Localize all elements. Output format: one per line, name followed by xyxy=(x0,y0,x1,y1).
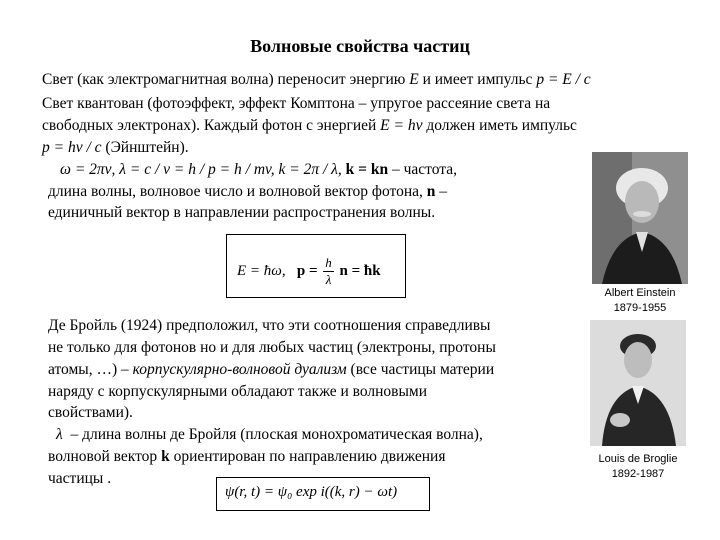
para2-line2: не только для фотонов но и для любых частиц (электроны, протоны xyxy=(48,339,496,356)
para2-line7: волновой вектор k ориентирован по направлению движения xyxy=(48,448,446,465)
page-title: Волновые свойства частиц xyxy=(250,36,470,56)
para2-line3: атомы, …) – корпускулярно-волновой дуализм (все частицы материи xyxy=(48,361,495,378)
formula-box: E = ħω, p = $\frac{h}{\lambda}$ n = ħk xyxy=(226,234,406,298)
wave-relations-formula: ω = 2πν, λ = c / ν = h / p = h / mv, k = 2π / λ, xyxy=(60,161,342,178)
para1-line4: p = hν / c (Эйнштейн). xyxy=(42,139,189,156)
debroglie-photo xyxy=(590,320,686,446)
einstein-caption: Albert Einstein 1879-1955 xyxy=(604,287,676,314)
einstein-photo xyxy=(592,152,688,284)
photon-momentum-formula: p = hν / c xyxy=(42,139,102,156)
para1-line3: свободных электронах). Каждый фотон с энергией E = hν должен иметь импульс xyxy=(42,117,577,134)
debroglie-caption: Louis de Broglie 1892-1987 xyxy=(598,453,678,480)
wavefunction-formula-box xyxy=(216,477,430,511)
wave-vector-formula: k = kn xyxy=(345,161,389,178)
para1-line1: Свет (как электромагнитная волна) переносит энергию E и имеет импульс p = E / c xyxy=(42,71,591,88)
para1-line5: ω = 2πν, λ = c / ν = h / p = h / mv, k = 2π / λ, k = kn – частота, xyxy=(60,161,457,178)
para2-line4: наряду с корпускулярными обладают также и волновыми xyxy=(48,383,428,400)
para2-line8: частицы . xyxy=(48,470,112,487)
energy-formula: E = hν xyxy=(380,117,423,134)
momentum-formula: p = E / c xyxy=(536,71,591,88)
para1-line2: Свет квантован (фотоэффект, эффект Комптона – упругое рассеяние света на xyxy=(42,95,551,112)
para2-line6: λ – длина волны де Бройля (плоская монохроматическая волна), xyxy=(56,426,483,443)
dualism-term: корпускулярно-волновой дуализм xyxy=(132,361,347,378)
para1-line7: единичный вектор в направлении распространения волны. xyxy=(48,204,436,221)
para2-line1: Де Бройль (1924) предположил, что эти соотношения справедливы xyxy=(48,317,491,334)
wavefunction-formula: ψ(r, t) = ψ₀ exp i((k, r) − ωt) xyxy=(225,484,398,500)
para2-line5: свойствами). xyxy=(48,404,133,421)
para1-line6: длина волны, волновое число и волновой вектор фотона, n – xyxy=(48,183,447,200)
